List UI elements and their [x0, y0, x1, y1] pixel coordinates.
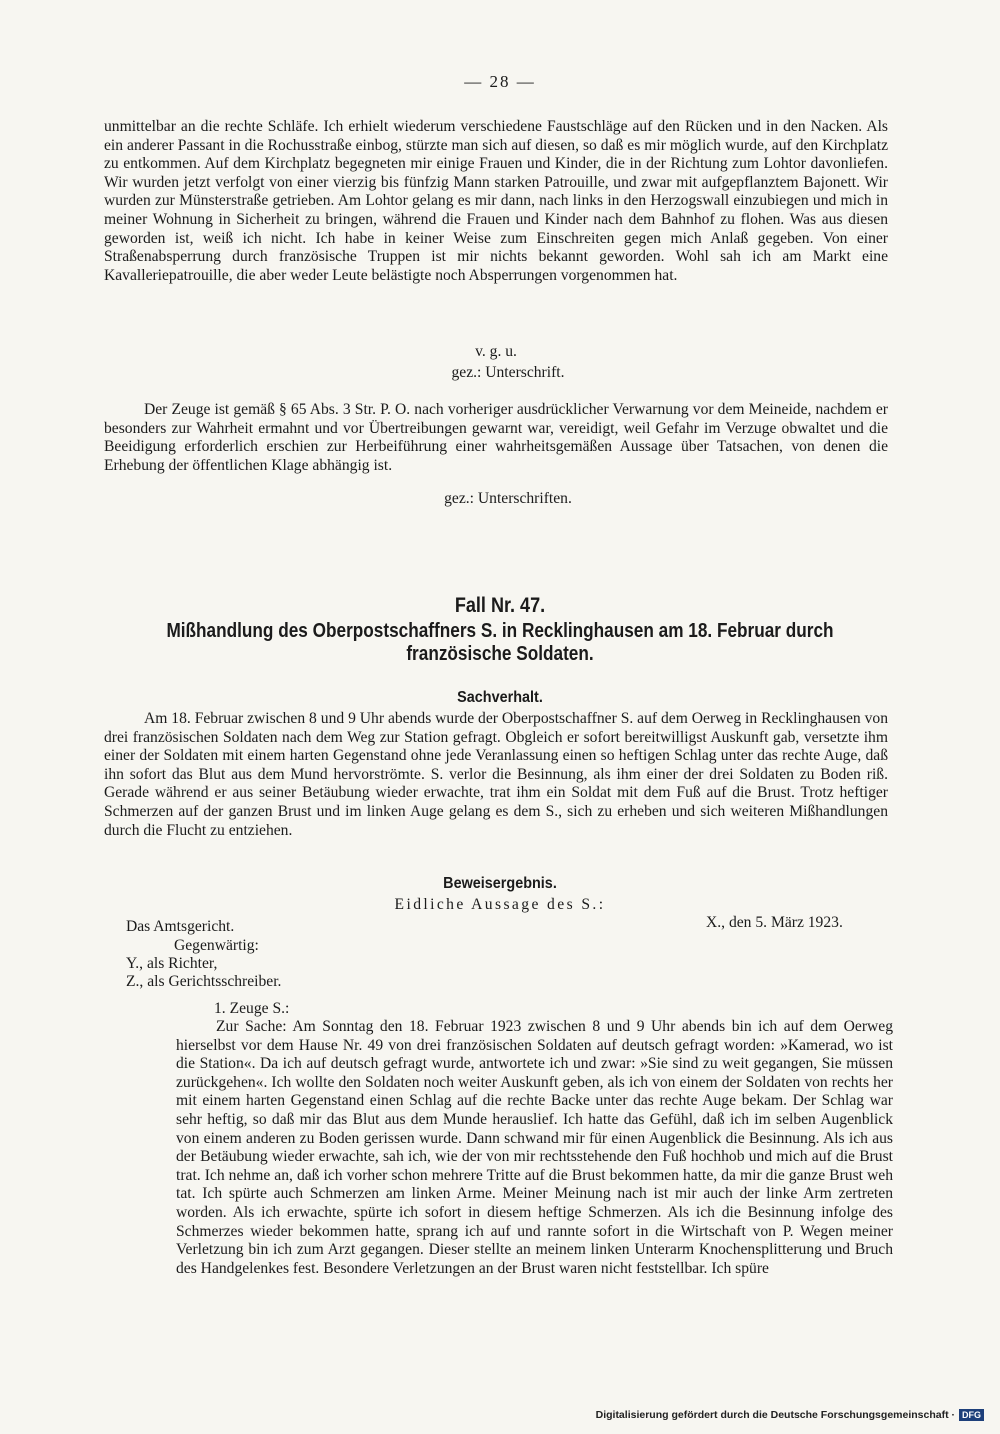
witness-statement	[176, 1018, 893, 1278]
statement-paragraph: Zur Sache: Am Sonntag den 18. Februar 1923 zwischen 8 und 9 Uhr abends bin ich auf dem Oerweg hierselbst vor dem Hause Nr. 49 von drei französischen Soldaten auf deutsch gefragt worden: »Kamerad, wo ist die Station«. Da ich auf deutsch gefragt wurde, antwortete ich und zwar: »Sie sind zu weit gegangen, Sie müssen zurückgehen«. Ich wollte den Soldaten noch weiter Auskunft geben, als ich von einem der Soldaten von rechts her mit einem harten Gegenstand einen Schlag auf die rechte Backe unter das rechte Auge bekam. Der Schlag war sehr heftig, so daß mir das Blut aus dem Munde herauslief. Ich hatte das Gefühl, daß ich im selben Augenblick von einem anderen zu Boden gerissen wurde. Dann schwand mir für einen Augenblick die Besinnung. Als ich aus der Betäubung wieder erwachte, sah ich, wie der von mir rechtsstehende den Fuß hochhob und mich auf die Brust trat. Ich nehme an, daß ich vorher schon mehrere Tritte auf die Brust bekommen hatte, da mir die ganze Brust weh tat. Ich spürte auch Schmerzen am linken Arme. Meiner Meinung nach ist mir auch der linke Arm zertreten worden. Als ich erwachte, spürte ich sofort in diesem heftige Schmerzen. Als ich die Besinnung infolge des Schmerzes wieder bekommen hatte, sprang ich auf und rannte sofort in die Wirtschaft von P. Wegen meiner Verletzung bin ich zum Arzt gegangen. Dieser stellte an meinem linken Unterarm Knochensplitterung und Bruch des Handgelenkes fest. Besondere Verletzungen an der Brust waren nicht feststellbar. Ich spüre	[176, 1018, 893, 1277]
dfg-logo: DFG	[959, 1409, 984, 1421]
signatures-text: gez.: Unterschriften.	[444, 490, 572, 507]
facts-heading: Sachverhalt.	[457, 689, 543, 706]
facts-section	[104, 710, 888, 840]
signatures-line	[116, 490, 900, 509]
judge-line: Y., als Richter,	[126, 955, 218, 972]
evidence-subheading: Eidliche Aussage des S.:	[394, 896, 606, 913]
court-name: Das Amtsgericht.	[126, 918, 235, 935]
case-number: Fall Nr. 47.	[454, 594, 546, 617]
oath-paragraph: Der Zeuge ist gemäß § 65 Abs. 3 Str. P. O. nach vorheriger ausdrücklicher Verwarnung vor dem Meineide, nachdem er besonders zur Wahrheit ermahnt und vor Übertreibungen gewarnt war, vereidigt, weil Gefahr im Verzuge obwaltet und die Beeidigung erforderlich erschien zur Herbeiführung einer wahrheitsgemäßen Aussage über Tatsachen, von denen die Erhebung der öffentlichen Klage abhängig ist.	[104, 401, 888, 474]
case-heading: Mißhandlung des Oberpostschaffners S. in Recklinghausen am 18. Februar durch französische Soldaten.	[166, 620, 834, 665]
testimony-continuation	[104, 118, 888, 285]
facts-paragraph: Am 18. Februar zwischen 8 und 9 Uhr abends wurde der Oberpostschaffner S. auf dem Oerweg in Recklinghausen von drei französischen Soldaten nach dem Weg zur Station gefragt. Obgleich er sofort bereitwilligst Auskunft gab, versetzte ihm einer der Soldaten mit einem harten Gegenstand ohne jede Veranlassung einen so heftigen Schlag unter das rechte Auge, daß ihn sofort das Blut aus dem Mund hervorströmte. S. verlor die Besinnung, als ihm einer der drei Soldaten zu Boden riß. Gerade während er aus seiner Betäubung wieder erwachte, trat ihm ein Soldat mit dem Fuß auf die Brust. Trotz heftiger Schmerzen auf der ganzen Brust und im linken Auge gelang es dem S., sich zu erheben und sich weiteren Mißhandlungen durch die Flucht zu entziehen.	[104, 710, 888, 839]
evidence-heading: Beweisergebnis.	[443, 875, 557, 892]
verification-line	[104, 343, 888, 362]
signature-line	[116, 364, 900, 383]
digitization-footer	[596, 1409, 984, 1421]
clerk-line: Z., als Gerichtsschreiber.	[126, 973, 282, 990]
testimony-paragraph: unmittelbar an die rechte Schläfe. Ich erhielt wiederum verschiedene Faustschläge auf den Rücken und in den Nacken. Als ein anderer Passant in die Rochusstraße einbog, stürzte man sich auf diesen, so daß es mir möglich wurde, auf den Kirchplatz zu entkommen. Auf dem Kirchplatz begegneten mir einige Frauen und Kinder, die in der Richtung zum Lohtor davonliefen. Wir wurden jetzt verfolgt von einer vierzig bis fünfzig Mann starken Patrouille, und zwar mit aufgepflanztem Bajonett. Wir wurden zur Münsterstraße getrieben. Am Lohtor gelang es mir dann, nach links in den Herzogswall einzubiegen und mich in meiner Wohnung in Sicherheit zu bringen, während die Frauen und Kinder nach dem Bahnhof zu flohen. Was aus diesen geworden ist, weiß ich nicht. Ich habe in keiner Weise zum Einschreiten gegen mich Anlaß gegeben. Von einer Straßenabsperrung durch französische Truppen ist mir nichts bekannt geworden. Wohl sah ich am Markt eine Kavalleriepatrouille, die aber weder Leute belästigte noch Absperrungen vorgenommen hat.	[104, 118, 888, 284]
vgu-text: v. g. u.	[475, 343, 517, 360]
page-number: — 28 —	[464, 72, 536, 91]
witness-line: 1. Zeuge S.:	[214, 1000, 290, 1017]
place-date: X., den 5. März 1923.	[706, 914, 843, 931]
oath-note	[104, 401, 888, 475]
present-label: Gegenwärtig:	[174, 937, 259, 954]
footer-text: Digitalisierung gefördert durch die Deutsche Forschungsgemeinschaft ·	[595, 1409, 955, 1421]
signature-text: gez.: Unterschrift.	[451, 364, 565, 381]
